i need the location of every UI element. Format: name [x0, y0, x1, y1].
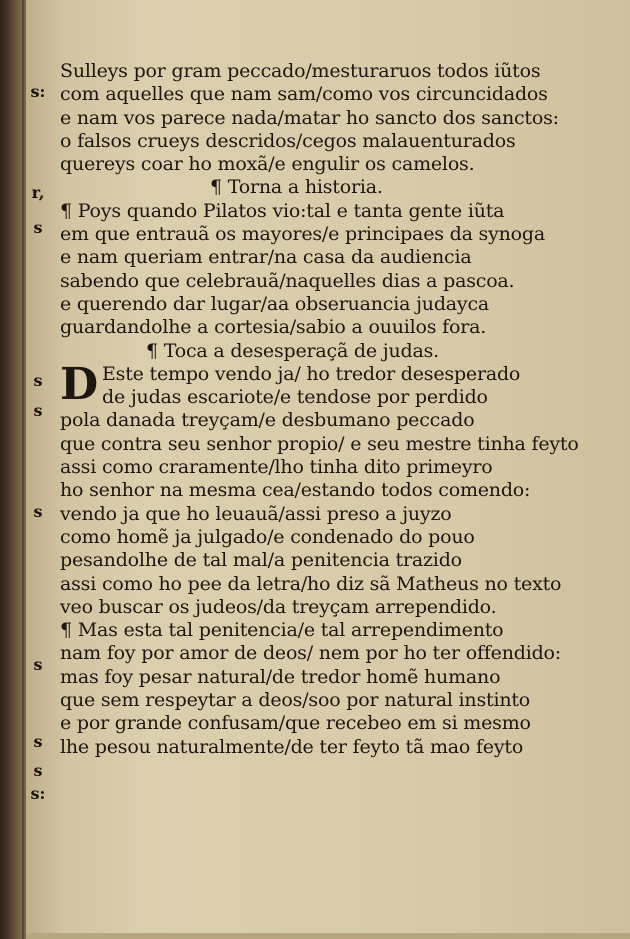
bleed-through-mark: s	[33, 655, 43, 674]
bleed-through-mark: s:	[30, 784, 46, 803]
text-line: de judas escariote/e tendose por perdido	[102, 386, 488, 409]
section-heading: ¶ Toca a desesperaçã de judas.	[146, 339, 439, 362]
text-line: e nam vos parece nada/matar ho sancto dos sanctos:	[60, 106, 559, 129]
text-line: assi como craramente/lho tinha dito primeyro	[60, 456, 493, 479]
text-line: ¶ Poys quando Pilatos vio:tal e tanta gente iũta	[60, 199, 505, 222]
text-line: Este tempo vendo ja/ ho tredor desesperado	[102, 362, 521, 385]
bleed-through-mark: s	[33, 371, 43, 390]
text-line: ho senhor na mesma cea/estando todos comendo:	[60, 479, 531, 502]
text-line: com aquelles que nam sam/como vos circuncidados	[60, 83, 548, 106]
text-line: lhe pesou naturalmente/de ter feyto tã mao feyto	[60, 735, 524, 758]
initial-paragraph	[60, 358, 580, 410]
bleed-through-mark: r,	[31, 183, 45, 202]
text-line: e querendo dar lugar/aa obseruancia judayca	[60, 292, 490, 315]
text-line: assi como ho pee da letra/ho diz sã Matheus no texto	[60, 572, 562, 595]
drop-cap-initial: D	[60, 358, 99, 410]
text-line: o falsos crueys descridos/cegos malauenturados	[60, 129, 516, 152]
bleed-through-mark: s:	[30, 82, 46, 101]
text-line: pola danada treyçam/e desbumano peccado	[60, 409, 475, 432]
text-line: nam foy por amor de deos/ nem por ho ter offendido:	[60, 642, 561, 665]
text-line: que sem respeytar a deos/soo por natural instinto	[60, 689, 531, 712]
bleed-through-mark: s	[33, 732, 43, 751]
bleed-through-mark: s	[33, 218, 43, 237]
text-line: mas foy pesar natural/de tredor homẽ humano	[60, 665, 501, 688]
bleed-through-mark: s	[33, 502, 43, 521]
bleed-through-mark: s	[33, 401, 43, 420]
text-line: ¶ Mas esta tal penitencia/e tal arrependimento	[60, 619, 504, 642]
text-line: que contra seu senhor propio/ e seu mestre tinha feyto	[60, 432, 579, 455]
text-line: Sulleys por gram peccado/mesturaruos todos iũtos	[60, 60, 541, 82]
text-line: e nam queriam entrar/na casa da audiencia	[60, 246, 472, 269]
text-line: sabendo que celebrauã/naquelles dias a pascoa.	[60, 269, 515, 292]
text-line: guardandolhe a cortesia/sabio a ouuilos fora.	[60, 316, 487, 339]
book-binding	[0, 0, 24, 939]
text-line: pesandolhe de tal mal/a penitencia trazido	[60, 549, 462, 572]
bleed-through-mark: s	[33, 761, 43, 780]
text-line: veo buscar os judeos/da treyçam arrependido.	[60, 595, 497, 618]
text-line: e por grande confusam/que recebeo em si mesmo	[60, 712, 531, 735]
book-page	[26, 0, 630, 939]
text-line: como homẽ ja julgado/e condenado do pouo	[60, 525, 475, 548]
page-bottom-edge	[26, 933, 630, 939]
text-line: quereys coar ho moxã/e engulir os camelos.	[60, 153, 475, 176]
page-text	[60, 60, 580, 759]
text-line: vendo ja que ho leuauã/assi preso a juyzo	[60, 502, 452, 525]
section-heading: ¶ Torna a historia.	[210, 176, 383, 199]
text-line: em que entrauã os mayores/e principaes da synoga	[60, 223, 546, 246]
